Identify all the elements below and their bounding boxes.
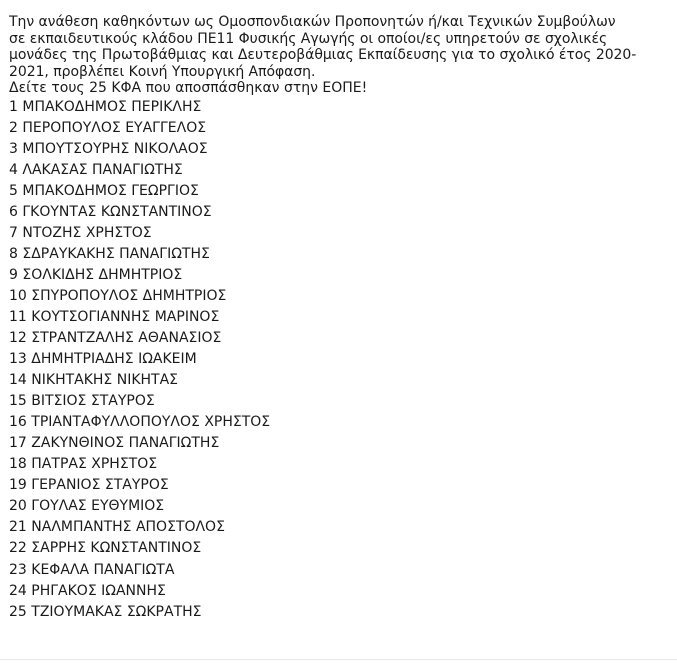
list-item [9, 328, 668, 349]
item-number: 5 [9, 182, 18, 199]
coach-name: ΝΤΟΖΗΣ ΧΡΗΣΤΟΣ [22, 224, 152, 241]
coach-name: ΣΑΡΡΗΣ ΚΩΝΣΤΑΝΤΙΝΟΣ [31, 540, 202, 557]
item-number: 6 [9, 203, 18, 220]
list-item [9, 349, 668, 370]
coach-name: ΜΠΑΚΟΔΗΜΟΣ ΠΕΡΙΚΛΗΣ [22, 98, 202, 115]
coach-name: ΓΟΥΛΑΣ ΕΥΘΥΜΙΟΣ [31, 498, 165, 515]
coach-name: ΜΠΟΥΤΣΟΥΡΗΣ ΝΙΚΟΛΑΟΣ [22, 140, 208, 157]
coach-name: ΓΕΡΑΝΙΟΣ ΣΤΑΥΡΟΣ [31, 477, 169, 494]
list-item [9, 602, 668, 623]
coach-name: ΤΖΙΟΥΜΑΚΑΣ ΣΩΚΡΑΤΗΣ [31, 603, 202, 620]
coach-name: ΓΚΟΥΝΤΑΣ ΚΩΝΣΤΑΝΤΙΝΟΣ [22, 203, 212, 220]
list-item [9, 139, 668, 160]
coach-name: ΣΤΡΑΝΤΖΑΛΗΣ ΑΘΑΝΑΣΙΟΣ [31, 330, 222, 347]
list-item [9, 475, 668, 496]
coach-name: ΒΙΤΣΙΟΣ ΣΤΑΥΡΟΣ [31, 393, 155, 410]
item-number: 11 [9, 308, 27, 325]
callout-line: Δείτε τους 25 ΚΦΑ που αποσπάσθηκαν στην ΕΟΠΕ! [9, 80, 368, 96]
list-item [9, 265, 668, 286]
item-number: 8 [9, 245, 18, 262]
list-item [9, 202, 668, 223]
coach-name: ΝΙΚΗΤΑΚΗΣ ΝΙΚΗΤΑΣ [31, 372, 179, 389]
list-item [9, 307, 668, 328]
item-number: 21 [9, 519, 27, 536]
list-item [9, 391, 668, 412]
item-number: 17 [9, 435, 27, 452]
item-number: 4 [9, 161, 18, 178]
coach-name: ΠΑΤΡΑΣ ΧΡΗΣΤΟΣ [31, 456, 158, 473]
item-number: 20 [9, 498, 27, 515]
coach-name: ΣΠΥΡΟΠΟΥΛΟΣ ΔΗΜΗΤΡΙΟΣ [31, 287, 227, 304]
item-number: 12 [9, 330, 27, 347]
list-item [9, 97, 668, 118]
list-item [9, 517, 668, 538]
list-item [9, 118, 668, 139]
list-item [9, 560, 668, 581]
list-item [9, 454, 668, 475]
list-item [9, 538, 668, 559]
coach-name: ΣΔΡΑΥΚΑΚΗΣ ΠΑΝΑΓΙΩΤΗΣ [22, 245, 210, 262]
coach-name: ΔΗΜΗΤΡΙΑΔΗΣ ΙΩΑΚΕΙΜ [31, 351, 197, 368]
list-item [9, 244, 668, 265]
coach-name: ΣΟΛΚΙΔΗΣ ΔΗΜΗΤΡΙΟΣ [22, 266, 183, 283]
coach-name: ΚΕΦΑΛΑ ΠΑΝΑΓΙΩΤΑ [31, 561, 175, 578]
item-number: 13 [9, 351, 27, 368]
coach-name: ΛΑΚΑΣΑΣ ΠΑΝΑΓΙΩΤΗΣ [22, 161, 183, 178]
item-number: 19 [9, 477, 27, 494]
list-item [9, 370, 668, 391]
item-number: 23 [9, 561, 27, 578]
list-item [9, 286, 668, 307]
item-number: 24 [9, 582, 27, 599]
coach-name: ΤΡΙΑΝΤΑΦΥΛΛΟΠΟΥΛΟΣ ΧΡΗΣΤΟΣ [31, 414, 271, 431]
list-item [9, 412, 668, 433]
item-number: 3 [9, 140, 18, 157]
list-item [9, 496, 668, 517]
list-item [9, 581, 668, 602]
item-number: 16 [9, 414, 27, 431]
intro-paragraph: Την ανάθεση καθηκόντων ως Ομοσπονδιακών Προπονητών ή/και Τεχνικών Συμβούλων σε εκπαιδευτικούς κλάδου ΠΕ11 Φυσικής Αγωγής οι οποίοι/ες υπηρετούν σε σχολικές μονάδες της Πρωτοβάθμιας και Δευτεροβάθμιας Εκπαίδευσης για το σχολικό έτος 2020- 2021, προβλέπει Κοινή Υπουργική Απόφαση. [9, 14, 637, 80]
item-number: 25 [9, 603, 27, 620]
coach-name: ΖΑΚΥΝΘΙΝΟΣ ΠΑΝΑΓΙΩΤΗΣ [31, 435, 220, 452]
coach-name: ΠΕΡΟΠΟΥΛΟΣ ΕΥΑΓΓΕΛΟΣ [22, 119, 207, 136]
item-number: 18 [9, 456, 27, 473]
coach-list [9, 97, 668, 623]
item-number: 2 [9, 119, 18, 136]
item-number: 22 [9, 540, 27, 557]
item-number: 10 [9, 287, 27, 304]
list-item [9, 223, 668, 244]
coach-name: ΜΠΑΚΟΔΗΜΟΣ ΓΕΩΡΓΙΟΣ [22, 182, 199, 199]
item-number: 7 [9, 224, 18, 241]
coach-name: ΝΑΛΜΠΑΝΤΗΣ ΑΠΟΣΤΟΛΟΣ [31, 519, 225, 536]
item-number: 9 [9, 266, 18, 283]
list-item [9, 433, 668, 454]
bottom-divider [0, 659, 677, 660]
coach-name: ΚΟΥΤΣΟΓΙΑΝΝΗΣ ΜΑΡΙΝΟΣ [31, 308, 220, 325]
list-item [9, 160, 668, 181]
item-number: 15 [9, 393, 27, 410]
list-item [9, 181, 668, 202]
coach-name: ΡΗΓΑΚΟΣ ΙΩΑΝΝΗΣ [31, 582, 166, 599]
item-number: 14 [9, 372, 27, 389]
item-number: 1 [9, 98, 18, 115]
